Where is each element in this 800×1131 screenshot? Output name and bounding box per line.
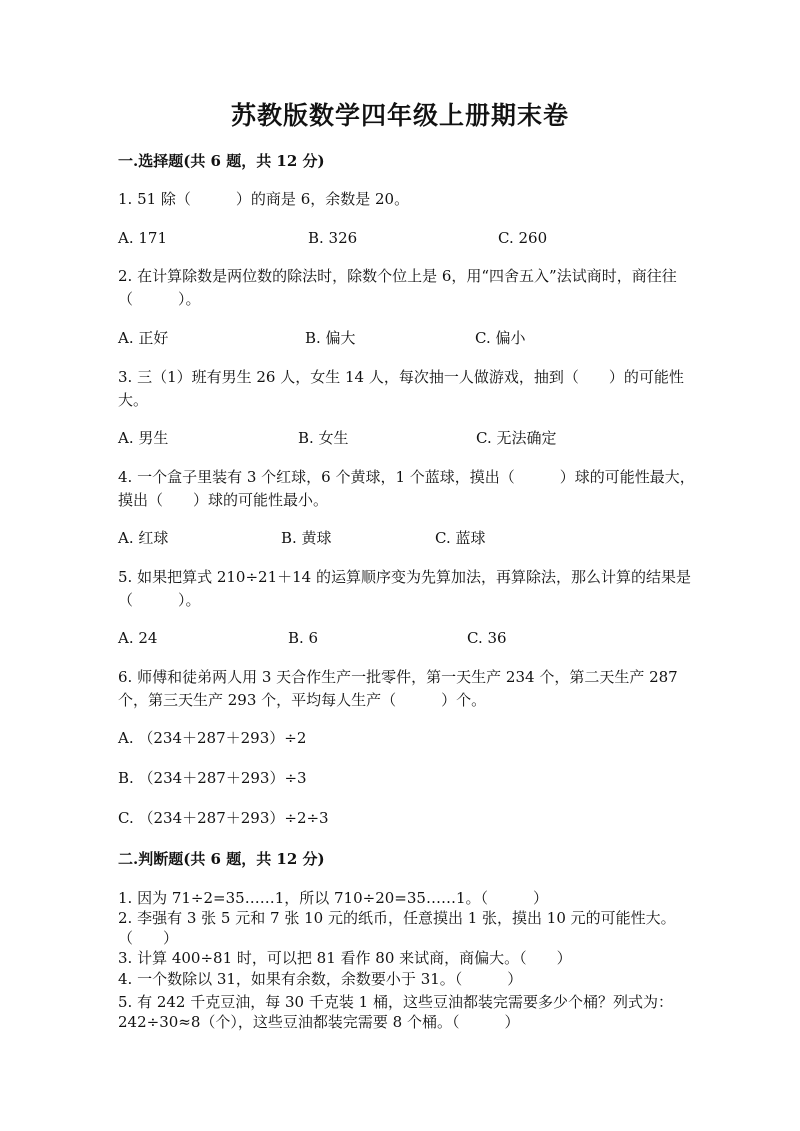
judgement-1: 1. 因为 71÷2=35……1，所以 710÷20=35……1。（ ） — [118, 889, 548, 907]
option-b: B. （234＋287＋293）÷3 — [118, 769, 307, 787]
question-1: 1. 51 除（ ）的商是 6，余数是 20。 — [118, 190, 410, 208]
section-heading-choice: 一.选择题(共 6 题，共 12 分) — [118, 152, 325, 170]
page-title: 苏教版数学四年级上册期末卷 — [230, 101, 569, 130]
option-b: B. 6 — [288, 629, 319, 647]
question-6-option-a-row — [118, 727, 718, 750]
question-5-options — [118, 627, 718, 650]
option-a: A. 171 — [118, 229, 167, 247]
question-3: 3. 三（1）班有男生 26 人，女生 14 人，每次抽一人做游戏，抽到（ ）的可能性大。 — [118, 368, 684, 409]
option-c: C. 36 — [467, 629, 507, 647]
option-c: C. 蓝球 — [435, 529, 486, 547]
option-b: B. 偏大 — [305, 329, 356, 347]
question-6: 6. 师傅和徒弟两人用 3 天合作生产一批零件，第一天生产 234 个，第二天生产 287 个，第三天生产 293 个，平均每人生产（ ）个。 — [118, 668, 678, 709]
judgement-4: 4. 一个数除以 31，如果有余数，余数要小于 31。（ ） — [118, 970, 523, 988]
option-b: B. 女生 — [298, 429, 349, 447]
question-4: 4. 一个盒子里装有 3 个红球，6 个黄球，1 个蓝球，摸出（ ）球的可能性最大，摸出（ ）球的可能性最小。 — [118, 468, 695, 509]
option-b: B. 326 — [308, 229, 358, 247]
option-c: C. 偏小 — [475, 329, 526, 347]
option-a: A. （234＋287＋293）÷2 — [118, 729, 307, 747]
judgement-5: 5. 有 242 千克豆油，每 30 千克装 1 桶，这些豆油都装完需要多少个桶？列式为：242÷30≈8（个），这些豆油都装完需要 8 个桶。（ ） — [118, 993, 673, 1031]
option-a: A. 24 — [118, 629, 158, 647]
question-3-options — [118, 427, 718, 450]
section-heading-judgement: 二.判断题(共 6 题，共 12 分) — [118, 850, 325, 868]
option-a: A. 红球 — [118, 529, 169, 547]
option-a: A. 正好 — [118, 329, 169, 347]
question-2-options — [118, 327, 718, 350]
question-6-option-b-row — [118, 767, 718, 790]
judgement-2: 2. 李强有 3 张 5 元和 7 张 10 元的纸币，任意摸出 1 张，摸出 10 元的可能性大。 （ ） — [118, 909, 699, 947]
option-b: B. 黄球 — [281, 529, 332, 547]
option-a: A. 男生 — [118, 429, 169, 447]
option-c: C. （234＋287＋293）÷2÷3 — [118, 809, 329, 827]
option-c: C. 260 — [498, 229, 548, 247]
question-4-options — [118, 527, 718, 550]
question-2: 2. 在计算除数是两位数的除法时，除数个位上是 6，用“四舍五入”法试商时，商往往（ ）。 — [118, 267, 677, 308]
question-5: 5. 如果把算式 210÷21＋14 的运算顺序变为先算加法，再算除法，那么计算的结果是（ ）。 — [118, 568, 691, 609]
question-1-options — [118, 227, 718, 250]
judgement-3: 3. 计算 400÷81 时，可以把 81 看作 80 来试商，商偏大。（ ） — [118, 949, 572, 967]
option-c: C. 无法确定 — [476, 429, 557, 447]
question-6-option-c-row — [118, 807, 718, 830]
